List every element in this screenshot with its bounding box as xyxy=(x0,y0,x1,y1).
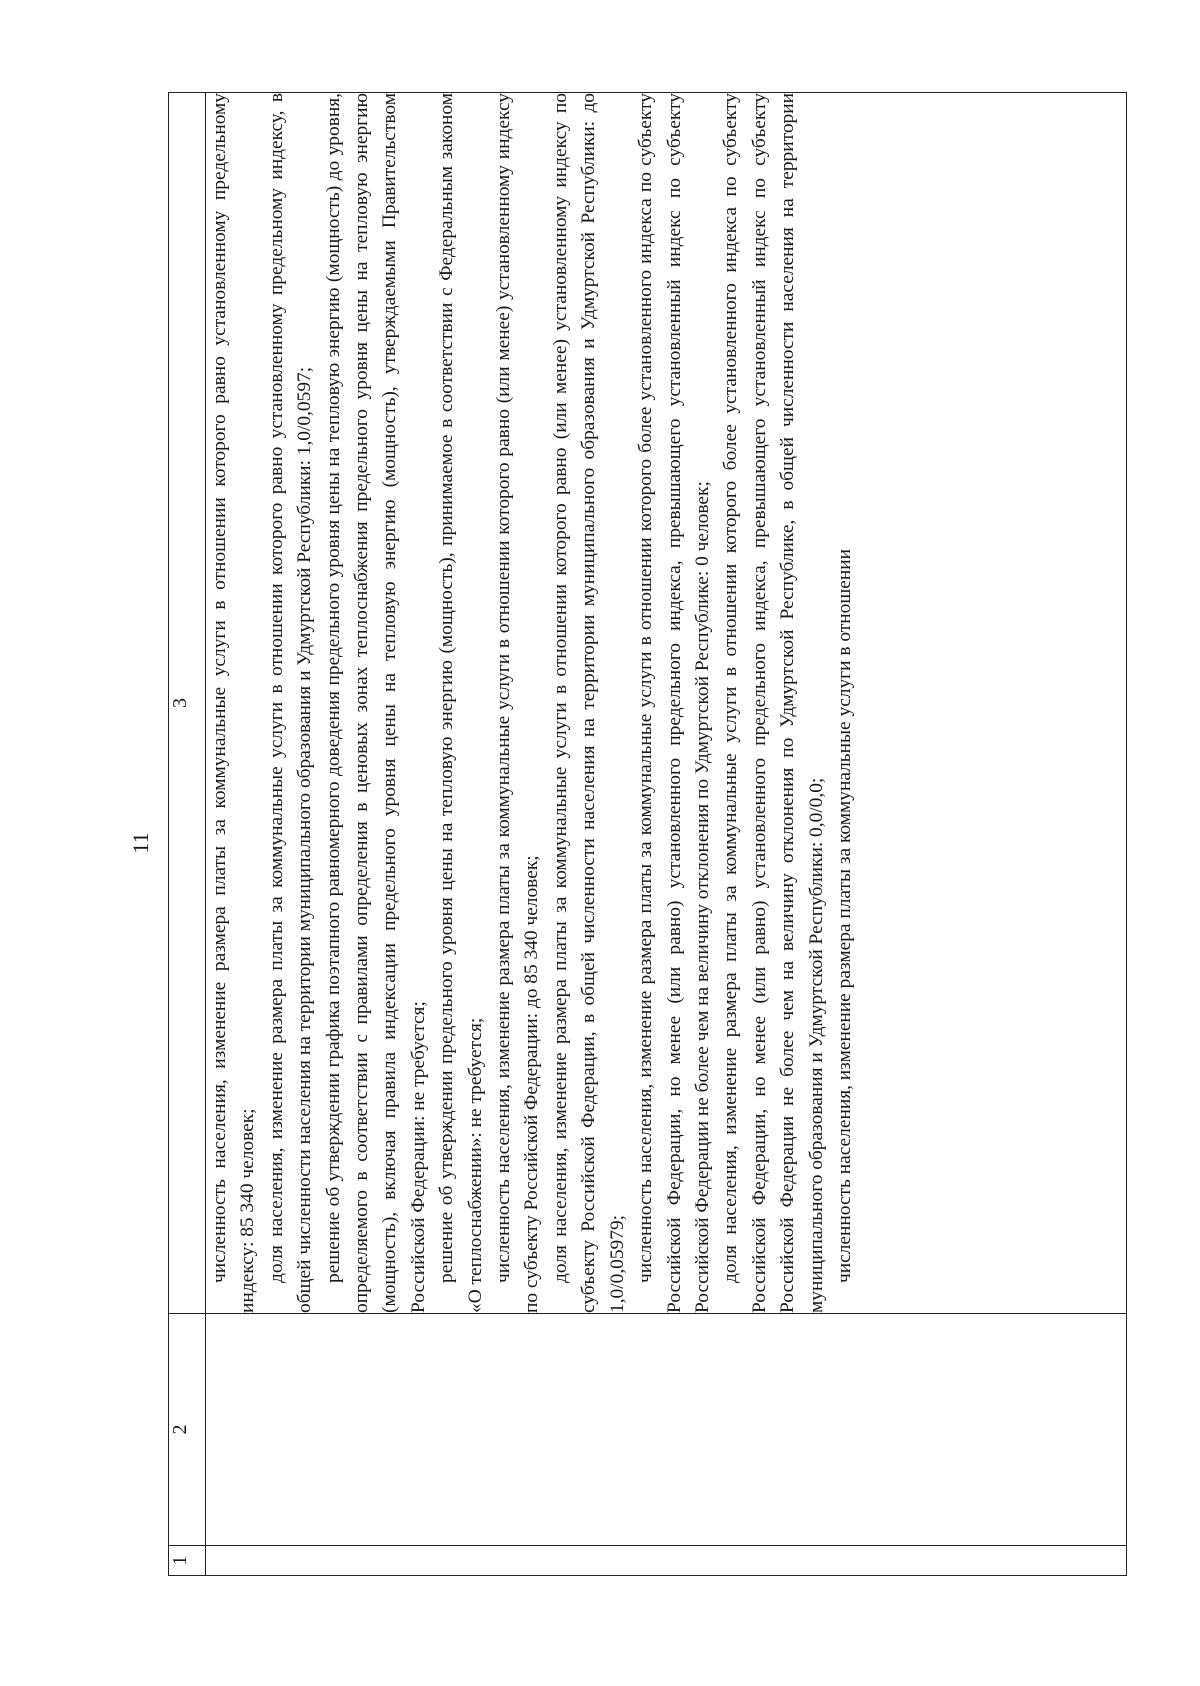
header-cell-2: 2 xyxy=(169,1314,206,1546)
paragraph-7: численность населения, изменение размера платы за коммунальные услуги в отношении которого более установленного индекса по субъекту Российской Федерации, но менее (или равно) установленного предельного индекса, превышающего установленный индекс по субъекту Российской Федерации не более чем на величину отклонения по Удмуртской Республике: 0 человек; xyxy=(635,93,713,1313)
row-cell-2 xyxy=(206,1314,1127,1546)
header-cell-1: 1 xyxy=(169,1546,206,1576)
paragraph-6: доля населения, изменение размера платы за коммунальные услуги в отношении которого равно (или менее) установленному индексу по субъекту Российской Федерации, в общей численности населения на территории муниципального образования и Удмуртской Республики: до 1,0/0,05979; xyxy=(549,93,628,1313)
paragraph-8: доля населения, изменение размера платы за коммунальные услуги в отношении которого более установленного индекса по субъекту Российской Федерации, но менее (или равно) установленного предельного индекса, превышающего установленный индекс по субъекту Российской Федерации не более чем на величину отклонения по Удмуртской Республике, в общей численности населения на территории муниципального образования и Удмуртской Республики: 0,0/0,0; xyxy=(720,93,827,1313)
page-number: 11 xyxy=(128,832,153,854)
row-cell-3 xyxy=(206,93,1127,1314)
row-cell-1 xyxy=(206,1546,1127,1576)
paragraph-3: решение об утверждении графика поэтапного равномерного доведения предельного уровня цены на тепловую энергию (мощность) до уровня, определяемого в соответствии с правилами определения в ценовых зонах теплоснабжения предельного уровня цены на тепловую энергию (мощность), включая правила индексации предельного уровня цены на тепловую энергию (мощность), утверждаемыми Правительством Российской Федерации: не требуется; xyxy=(322,93,429,1313)
document-table xyxy=(168,92,1127,1576)
paragraph-1: численность населения, изменение размера платы за коммунальные услуги в отношении которого равно установленному предельному индексу: 85 340 человек; xyxy=(209,93,259,1313)
table-header-row xyxy=(169,93,206,1576)
paragraph-5: численность населения, изменение размера платы за коммунальные услуги в отношении которого равно (или менее) установленному индексу по субъекту Российской Федерации: до 85 340 человек; xyxy=(493,93,543,1313)
table-row xyxy=(206,93,1127,1576)
paragraph-4: решение об утверждении предельного уровня цены на тепловую энергию (мощность), принимаемое в соответствии с Федеральным законом «О теплоснабжении»: не требуется; xyxy=(436,93,486,1313)
header-cell-3: 3 xyxy=(169,93,206,1314)
paragraph-2: доля населения, изменение размера платы за коммунальные услуги в отношении которого равно установленному предельному индексу, в общей численности населения на территории муниципального образования и Удмуртской Республики: 1,0/0,0597; xyxy=(265,93,316,1313)
paragraph-9: численность населения, изменение размера платы за коммунальные услуги в отношении xyxy=(833,548,855,1283)
